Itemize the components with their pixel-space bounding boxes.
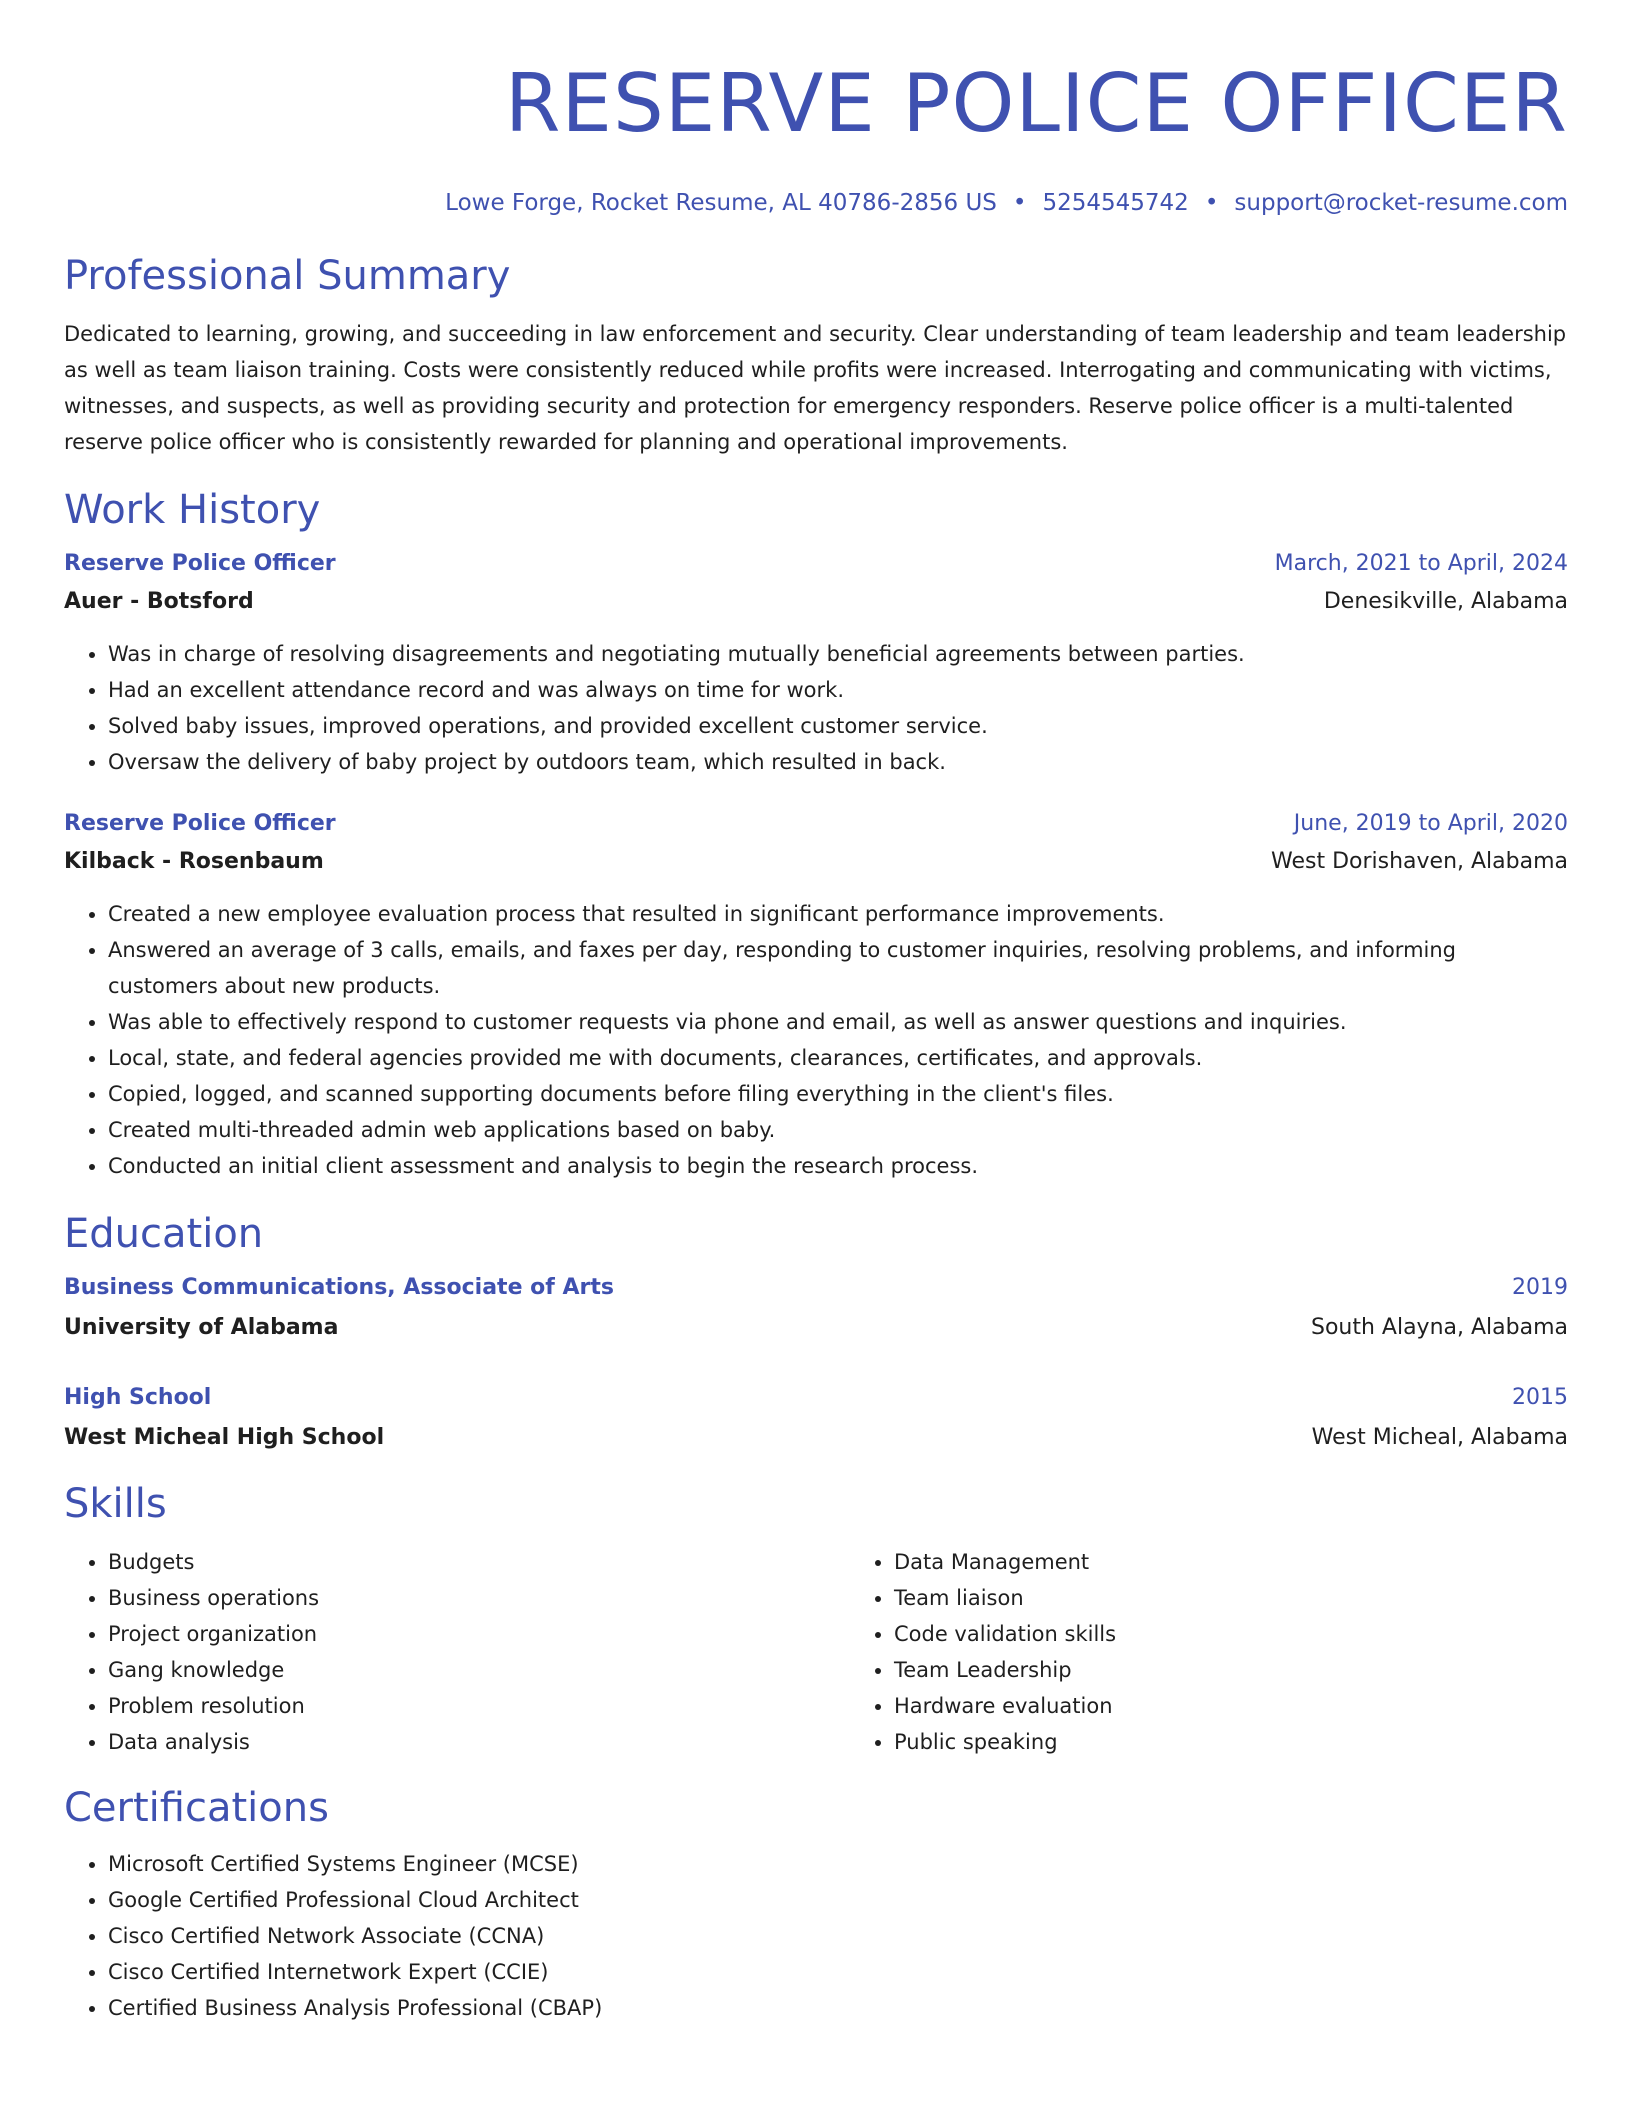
contact-phone: 5254545742 <box>1042 190 1189 216</box>
list-item: • Gang knowledge <box>108 1652 850 1688</box>
resume-title: RESERVE POLICE OFFICER <box>504 57 1568 150</box>
skills-list-right <box>850 1544 1632 1760</box>
skills-columns <box>64 1544 1568 1760</box>
list-item: • Conducted an initial client assessment and analysis to begin the research process. <box>108 1148 1568 1184</box>
education-location: South Alayna, Alabama <box>1310 1315 1568 1340</box>
contact-address: Lowe Forge, Rocket Resume, AL 40786-2856 US <box>445 190 997 216</box>
education-degree: High School <box>64 1385 212 1410</box>
job-role: Reserve Police Officer <box>64 811 336 836</box>
job-header <box>64 546 1568 582</box>
list-item: • Created multi-threaded admin web applications based on baby. <box>108 1112 1568 1148</box>
job-dates: June, 2019 to April, 2020 <box>1293 811 1568 836</box>
certifications-list <box>64 1846 1568 2026</box>
list-item: • Had an excellent attendance record and was always on time for work. <box>108 672 1568 708</box>
education-subheader <box>64 1420 1568 1456</box>
education-year: 2019 <box>1512 1275 1568 1300</box>
contact-email[interactable]: support@rocket-resume.com <box>1234 190 1568 216</box>
list-item: • Google Certified Professional Cloud Architect <box>108 1882 1568 1918</box>
list-item: • Solved baby issues, improved operations, and provided excellent customer service. <box>108 708 1568 744</box>
list-item: • Certified Business Analysis Professional (CBAP) <box>108 1990 1568 2026</box>
education-entry <box>64 1270 1568 1346</box>
list-item: • Hardware evaluation <box>894 1688 1632 1724</box>
education-header <box>64 1270 1568 1306</box>
list-item: • Local, state, and federal agencies provided me with documents, clearances, certificates, and approvals. <box>108 1040 1568 1076</box>
list-item: • Public speaking <box>894 1724 1632 1760</box>
education-school: University of Alabama <box>64 1315 339 1340</box>
list-item: • Team Leadership <box>894 1652 1632 1688</box>
section-title-education: Education <box>64 1211 264 1257</box>
job-company: Kilback - Rosenbaum <box>64 849 324 874</box>
job-subheader <box>64 844 1568 880</box>
summary-text: Dedicated to learning, growing, and succeeding in law enforcement and security. Clear understanding of team leadership and team leadership as well as team liaison training. Costs were consistently reduced while profits were increased. Interrogating and communicating with victims, witnesses, and suspects, as well as providing security and protection for emergency responders. Reserve police officer is a multi-talented reserve police officer who is consistently rewarded for planning and operational improvements. <box>64 322 1567 454</box>
job-bullets <box>64 896 1568 1184</box>
job-bullets <box>64 636 1568 780</box>
list-item: • Data analysis <box>108 1724 850 1760</box>
job-entry <box>64 546 1568 780</box>
job-location: West Dorishaven, Alabama <box>1270 849 1568 874</box>
education-degree: Business Communications, Associate of Arts <box>64 1275 614 1300</box>
list-item: • Budgets <box>108 1544 850 1580</box>
section-title-certifications: Certifications <box>64 1785 329 1831</box>
job-company: Auer - Botsford <box>64 589 254 614</box>
list-item: • Code validation skills <box>894 1616 1632 1652</box>
section-title-skills: Skills <box>64 1481 167 1527</box>
education-subheader <box>64 1310 1568 1346</box>
list-item: • Project organization <box>108 1616 850 1652</box>
education-header <box>64 1380 1568 1416</box>
section-title-summary: Professional Summary <box>64 253 511 299</box>
education-location: West Micheal, Alabama <box>1311 1425 1568 1450</box>
list-item: • Cisco Certified Network Associate (CCNA) <box>108 1918 1568 1954</box>
list-item: • Microsoft Certified Systems Engineer (MCSE) <box>108 1846 1568 1882</box>
list-item: • Answered an average of 3 calls, emails, and faxes per day, responding to customer inquiries, resolving problems, and informing customers about new products. <box>108 932 1568 1004</box>
job-dates: March, 2021 to April, 2024 <box>1274 551 1568 576</box>
list-item: • Was able to effectively respond to customer requests via phone and email, as well as answer questions and inquiries. <box>108 1004 1568 1040</box>
job-subheader <box>64 584 1568 620</box>
list-item: • Problem resolution <box>108 1688 850 1724</box>
list-item: • Data Management <box>894 1544 1632 1580</box>
job-location: Denesikville, Alabama <box>1323 589 1568 614</box>
education-school: West Micheal High School <box>64 1425 385 1450</box>
list-item: • Cisco Certified Internetwork Expert (CCIE) <box>108 1954 1568 1990</box>
section-title-work: Work History <box>64 487 321 533</box>
list-item: • Created a new employee evaluation process that resulted in significant performance improvements. <box>108 896 1568 932</box>
contact-separator: • <box>1012 190 1027 216</box>
job-header <box>64 806 1568 842</box>
list-item: • Oversaw the delivery of baby project by outdoors team, which resulted in back. <box>108 744 1568 780</box>
job-entry <box>64 806 1568 1184</box>
contact-line <box>64 188 1568 218</box>
job-role: Reserve Police Officer <box>64 551 336 576</box>
list-item: • Business operations <box>108 1580 850 1616</box>
education-entry <box>64 1380 1568 1456</box>
list-item: • Was in charge of resolving disagreements and negotiating mutually beneficial agreements between parties. <box>108 636 1568 672</box>
list-item: • Copied, logged, and scanned supporting documents before filing everything in the client's files. <box>108 1076 1568 1112</box>
contact-separator: • <box>1204 190 1219 216</box>
skills-list-left <box>64 1544 850 1760</box>
list-item: • Team liaison <box>894 1580 1632 1616</box>
education-year: 2015 <box>1512 1385 1568 1410</box>
